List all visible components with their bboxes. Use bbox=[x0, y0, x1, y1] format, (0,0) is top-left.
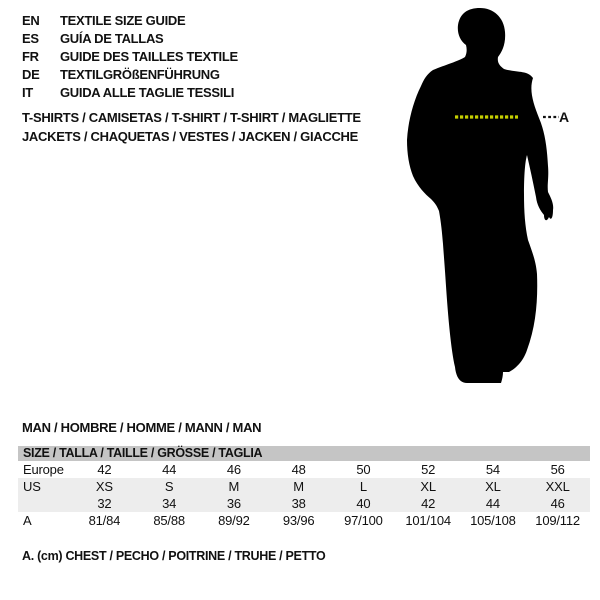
table-cell: 44 bbox=[162, 462, 177, 477]
table-cell: 52 bbox=[421, 462, 436, 477]
table-cell: 93/96 bbox=[282, 513, 315, 528]
category-line-jackets: JACKETS / CHAQUETAS / VESTES / JACKEN / GIACCHE bbox=[22, 128, 358, 144]
row-label: A bbox=[23, 513, 32, 528]
table-cell: 56 bbox=[550, 462, 565, 477]
table-cell: L bbox=[359, 479, 367, 494]
language-row bbox=[22, 30, 238, 48]
table-row-us bbox=[18, 478, 590, 495]
language-label: GUÍA DE TALLAS bbox=[60, 31, 164, 46]
table-cell: 38 bbox=[291, 496, 306, 511]
row-label: Europe bbox=[23, 462, 64, 477]
size-guide-figure bbox=[405, 8, 560, 386]
table-cell: 81/84 bbox=[88, 513, 121, 528]
table-cell: S bbox=[164, 479, 174, 494]
table-cell: M bbox=[228, 479, 240, 494]
table-cell: 44 bbox=[485, 496, 500, 511]
table-cell: 109/112 bbox=[535, 513, 580, 528]
measurement-footnote: A. (cm) CHEST / PECHO / POITRINE / TRUHE / PETTO bbox=[22, 549, 326, 563]
language-label: GUIDE DES TAILLES TEXTILE bbox=[60, 49, 238, 64]
table-row-europe bbox=[18, 461, 590, 478]
table-cell: 46 bbox=[550, 496, 565, 511]
table-cell: 105/108 bbox=[470, 513, 516, 528]
table-cell: 85/88 bbox=[153, 513, 185, 528]
section-title-man: MAN / HOMBRE / HOMME / MANN / MAN bbox=[22, 420, 262, 435]
language-row bbox=[22, 84, 238, 102]
table-cell: 101/104 bbox=[405, 513, 451, 528]
table-cell: XL bbox=[485, 479, 501, 494]
table-cell: 54 bbox=[485, 462, 500, 477]
language-label: TEXTILE SIZE GUIDE bbox=[60, 13, 186, 28]
category-line-tshirts: T-SHIRTS / CAMISETAS / T-SHIRT / T-SHIRT / MAGLIETTE bbox=[22, 110, 361, 125]
table-cell: M bbox=[293, 479, 304, 494]
table-cell: 32 bbox=[97, 496, 112, 511]
measurement-label-a: A bbox=[559, 109, 569, 125]
language-list bbox=[22, 12, 238, 102]
language-row bbox=[22, 66, 238, 84]
table-cell: XS bbox=[95, 479, 113, 494]
language-label: TEXTILGRÖßENFÜHRUNG bbox=[60, 67, 220, 82]
table-cell: XL bbox=[420, 479, 436, 494]
size-table bbox=[18, 446, 590, 529]
table-cell: 36 bbox=[226, 496, 241, 511]
table-cell: 50 bbox=[356, 462, 371, 477]
table-cell: 40 bbox=[356, 496, 371, 511]
table-cell: 42 bbox=[97, 462, 112, 477]
garment-categories bbox=[22, 109, 361, 146]
table-cell: 97/100 bbox=[344, 513, 383, 528]
language-code: IT bbox=[22, 85, 33, 100]
man-silhouette bbox=[405, 8, 560, 386]
table-row-numeric bbox=[18, 495, 590, 512]
language-row bbox=[22, 12, 238, 30]
table-cell: 48 bbox=[291, 462, 306, 477]
language-code: DE bbox=[22, 67, 40, 82]
man-silhouette-path bbox=[407, 8, 553, 383]
language-code: EN bbox=[22, 13, 40, 28]
table-cell: 34 bbox=[162, 496, 177, 511]
table-cell: XXL bbox=[545, 479, 570, 494]
language-code: ES bbox=[22, 31, 39, 46]
size-table-header: SIZE / TALLA / TAILLE / GRÖSSE / TAGLIA bbox=[18, 446, 590, 461]
table-cell: 46 bbox=[226, 462, 241, 477]
table-cell: 89/92 bbox=[218, 513, 250, 528]
row-label bbox=[18, 495, 72, 512]
table-cell: 42 bbox=[421, 496, 436, 511]
language-code: FR bbox=[22, 49, 39, 64]
language-row bbox=[22, 48, 238, 66]
language-label: GUIDA ALLE TAGLIE TESSILI bbox=[60, 85, 235, 100]
table-row-chest-a bbox=[18, 512, 590, 529]
row-label: US bbox=[23, 479, 41, 494]
